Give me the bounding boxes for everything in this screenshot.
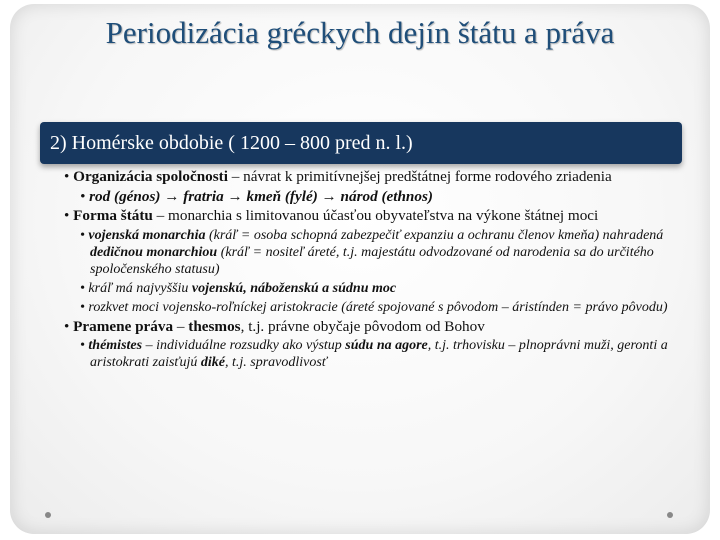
item-text: , t.j. trhovisku – plnoprávni muži, geronti a aristokrati zaisťujú <box>90 338 668 370</box>
term-dike: diké <box>200 355 225 370</box>
bullet: • <box>80 338 85 353</box>
list-item <box>56 168 668 186</box>
item-text: rod (génos) → fratria → kmeň (fylé) → národ (ethnos) <box>89 187 433 205</box>
item-text: – <box>173 317 189 335</box>
list-item <box>62 280 668 297</box>
slide-title: Periodizácia gréckych dejín štátu a práva <box>105 15 615 50</box>
term-dedicna: dedičnou monarchiou <box>90 244 218 260</box>
term-sud: súdu na agore <box>345 338 428 353</box>
list-item <box>62 227 668 278</box>
item-text: , t.j. právne obyčaje pôvodom od Bohov <box>240 317 485 335</box>
item-text: (kráľ = osoba schopná zabezpečiť expanziu a ochranu členov kmeňa) nahradená <box>205 227 664 243</box>
corner-dot-right <box>667 512 673 518</box>
item-text: rozkvet moci vojensko-roľníckej aristokracie (áreté spojované s pôvodom – áristínden = právo pôvodu) <box>88 299 668 315</box>
term-forma: Forma štátu <box>73 207 153 224</box>
list-item <box>62 188 668 206</box>
term-thesmos: thesmos <box>188 317 241 335</box>
bullet: • <box>80 227 85 243</box>
section-banner: 2) Homérske obdobie ( 1200 – 800 pred n. l.) <box>40 122 682 164</box>
item-text: (kráľ = nositeľ áreté, t.j. majestátu odvodzované od narodenia sa do určitého spoločenského statusu) <box>90 244 654 277</box>
bullet: • <box>64 207 70 224</box>
term-pramene: Pramene práva <box>73 317 174 335</box>
list-item <box>56 318 668 336</box>
term-moc: vojenskú, náboženskú a súdnu moc <box>191 280 397 296</box>
bullet: • <box>64 317 70 335</box>
item-text: – monarchia s limitovanou účasťou obyvateľstva na výkone štátnej moci <box>152 207 599 224</box>
term-organizacia: Organizácia spoločnosti <box>73 168 228 185</box>
item-text: – individuálne rozsudky ako výstup <box>142 338 346 353</box>
term-vojenska: vojenská monarchia <box>88 227 206 243</box>
bullet: • <box>80 187 86 205</box>
bullet: • <box>64 168 70 185</box>
list-item <box>62 337 668 371</box>
term-themistes: thémistes <box>88 338 143 353</box>
list-item <box>56 207 668 225</box>
item-text: , t.j. spravodlivosť <box>225 355 327 370</box>
slide-content <box>56 168 668 373</box>
corner-dot-left <box>45 512 51 518</box>
list-item <box>62 299 668 316</box>
bullet: • <box>80 280 85 296</box>
item-text: – návrat k primitívnejšej predštátnej forme rodového zriadenia <box>227 168 612 185</box>
bullet: • <box>80 299 85 315</box>
item-text: kráľ má najvyššiu <box>88 280 192 296</box>
